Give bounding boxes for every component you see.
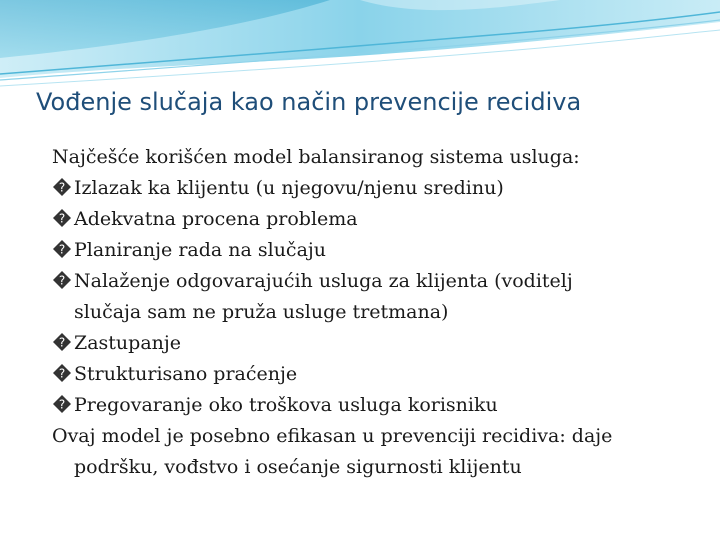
list-item <box>52 390 692 421</box>
missing-glyph-icon <box>52 208 72 228</box>
svg-text:?: ? <box>58 397 66 412</box>
svg-text:?: ? <box>58 273 66 288</box>
missing-glyph-icon <box>52 239 72 259</box>
svg-text:?: ? <box>58 242 66 257</box>
list-item <box>52 204 692 235</box>
svg-text:?: ? <box>58 180 66 195</box>
list-item <box>52 328 692 359</box>
list-item <box>52 235 692 266</box>
slide-title: Vođenje slučaja kao način prevencije recidiva <box>36 88 582 116</box>
bullet-text: Nalaženje odgovarajućih usluga za klijenta (voditelj <box>74 270 573 292</box>
missing-glyph-icon <box>52 332 72 352</box>
bullet-text: Pregovaranje oko troškova usluga korisniku <box>74 394 498 416</box>
bullet-continuation: slučaja sam ne pruža usluge tretmana) <box>74 301 449 323</box>
bullet-text: Planiranje rada na slučaju <box>74 239 327 261</box>
list-item <box>52 173 692 204</box>
bullet-text: Izlazak ka klijentu (u njegovu/njenu sredinu) <box>74 177 504 199</box>
closing-continuation: podršku, vođstvo i osećanje sigurnosti klijentu <box>74 456 522 478</box>
bullet-text: Adekvatna procena problema <box>74 208 358 230</box>
intro-line <box>52 142 692 173</box>
missing-glyph-icon <box>52 363 72 383</box>
svg-text:?: ? <box>58 366 66 381</box>
closing-text: Ovaj model je posebno efikasan u prevenciji recidiva: daje <box>52 425 613 447</box>
list-item <box>52 359 692 390</box>
list-item <box>52 266 692 328</box>
missing-glyph-icon <box>52 177 72 197</box>
header-wave-decoration <box>0 0 720 90</box>
slide-body <box>52 142 692 483</box>
missing-glyph-icon <box>52 394 72 414</box>
svg-text:?: ? <box>58 335 66 350</box>
intro-text: Najčešće korišćen model balansiranog sistema usluga: <box>52 146 580 168</box>
closing-paragraph <box>52 421 692 483</box>
bullet-text: Strukturisano praćenje <box>74 363 298 385</box>
missing-glyph-icon <box>52 270 72 290</box>
svg-text:?: ? <box>58 211 66 226</box>
bullet-text: Zastupanje <box>74 332 182 354</box>
